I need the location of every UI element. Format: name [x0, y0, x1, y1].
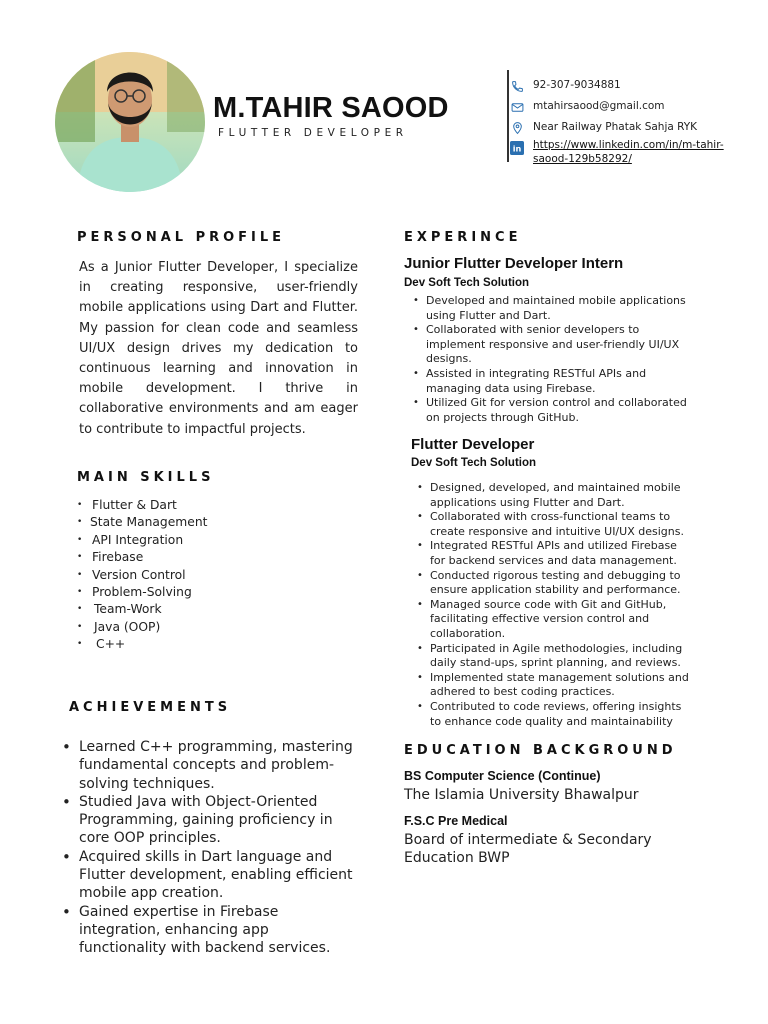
job-bullet: • Contributed to code reviews, offering insights to enhance code quality and maintainability: [413, 700, 693, 729]
linkedin-url-line2[interactable]: saood-129b58292/: [533, 153, 632, 165]
job-bullet: • Designed, developed, and maintained mobile applications using Flutter and Dart.: [413, 481, 693, 510]
skill-item: • Version Control: [75, 567, 207, 584]
job-bullet: • Assisted in integrating RESTful APIs and managing data using Firebase.: [409, 367, 689, 396]
job-bullet: • Managed source code with Git and GitHub, facilitating effective version control and collaboration.: [413, 598, 693, 642]
profile-photo: [55, 52, 205, 192]
profile-text: As a Junior Flutter Developer, I specialize in creating responsive, user-friendly mobile applications using Dart and Flutter. My passion for clean code and seamless UI/UX design drives my dedication to continuous learning and innovation in mobile development. I thrive in collaborative environments and am eager to contribute to impactful projects.: [79, 260, 358, 437]
location-icon: [510, 121, 524, 135]
job-company: Dev Soft Tech Solution: [411, 457, 537, 469]
linkedin-link[interactable]: [533, 138, 724, 166]
education-degree: F.S.C Pre Medical: [404, 814, 508, 828]
skill-item: • Java (OOP): [75, 619, 207, 636]
job-bullet: • Utilized Git for version control and collaborated on projects through GitHub.: [409, 396, 689, 425]
job-title: Junior Flutter Developer Intern: [404, 255, 624, 272]
education-institution: The Islamia University Bhawalpur: [404, 787, 639, 803]
email-address[interactable]: mtahirsaood@gmail.com: [533, 100, 665, 112]
skill-item: • Problem-Solving: [75, 584, 207, 601]
skill-item: • Flutter & Dart: [75, 497, 207, 514]
job-bullet: • Conducted rigorous testing and debugging to ensure application stability and performance.: [413, 569, 693, 598]
phone-number: 92-307-9034881: [533, 79, 621, 91]
achievements-list: [59, 738, 359, 958]
contact-address: [510, 121, 740, 135]
skill-item: • Firebase: [75, 549, 207, 566]
linkedin-url-line1[interactable]: https://www.linkedin.com/in/m-tahir-: [533, 139, 724, 151]
education-institution: Board of intermediate & Secondary Education BWP: [404, 832, 652, 866]
education-heading: EDUCATION BACKGROUND: [404, 743, 677, 758]
achievement-item: • Learned C++ programming, mastering fundamental concepts and problem-solving techniques.: [59, 738, 359, 793]
skills-heading: MAIN SKILLS: [77, 470, 215, 485]
candidate-name: M.TAHIR SAOOD: [213, 92, 449, 124]
achievements-heading: ACHIEVEMENTS: [69, 700, 232, 715]
job-bullets: [413, 481, 693, 729]
achievement-item: • Studied Java with Object-Oriented Programming, gaining proficiency in core OOP principles.: [59, 793, 359, 848]
contact-phone: [510, 79, 740, 93]
linkedin-icon: [510, 141, 524, 155]
profile-photo-graphic: [55, 52, 205, 192]
contact-linkedin: [510, 138, 740, 166]
skill-item: • C++: [75, 636, 207, 653]
education-degree: BS Computer Science (Continue): [404, 769, 601, 783]
skill-item: • State Management: [75, 514, 207, 531]
job-title: Flutter Developer: [411, 436, 535, 453]
achievement-item: • Acquired skills in Dart language and Flutter development, enabling efficient mobile app creation.: [59, 848, 359, 903]
skill-item: • API Integration: [75, 532, 207, 549]
candidate-role: FLUTTER DEVELOPER: [218, 127, 408, 139]
job-bullets: [409, 294, 689, 425]
job-bullet: • Participated in Agile methodologies, including daily stand-ups, sprint planning, and reviews.: [413, 642, 693, 671]
skill-item: • Team-Work: [75, 601, 207, 618]
job-bullet: • Integrated RESTful APIs and utilized Firebase for backend services and data management.: [413, 539, 693, 568]
achievement-item: • Gained expertise in Firebase integration, enhancing app functionality with backend services.: [59, 903, 359, 958]
svg-text:in: in: [512, 143, 522, 154]
contact-email: [510, 100, 740, 114]
job-bullet: • Collaborated with senior developers to implement responsive and user-friendly UI/UX designs.: [409, 323, 689, 367]
job-bullet: • Implemented state management solutions and adhered to best coding practices.: [413, 671, 693, 700]
address-text: Near Railway Phatak Sahja RYK: [533, 121, 698, 133]
job-bullet: • Developed and maintained mobile applications using Flutter and Dart.: [409, 294, 689, 323]
job-bullet: • Collaborated with cross-functional teams to create responsive and intuitive UI/UX designs.: [413, 510, 693, 539]
job-company: Dev Soft Tech Solution: [404, 277, 530, 289]
experience-heading: EXPERINCE: [404, 230, 522, 245]
contact-divider: [507, 70, 509, 162]
phone-icon: [510, 79, 524, 93]
skills-list: [75, 497, 207, 654]
profile-heading: PERSONAL PROFILE: [77, 230, 286, 245]
email-icon: [510, 100, 524, 114]
